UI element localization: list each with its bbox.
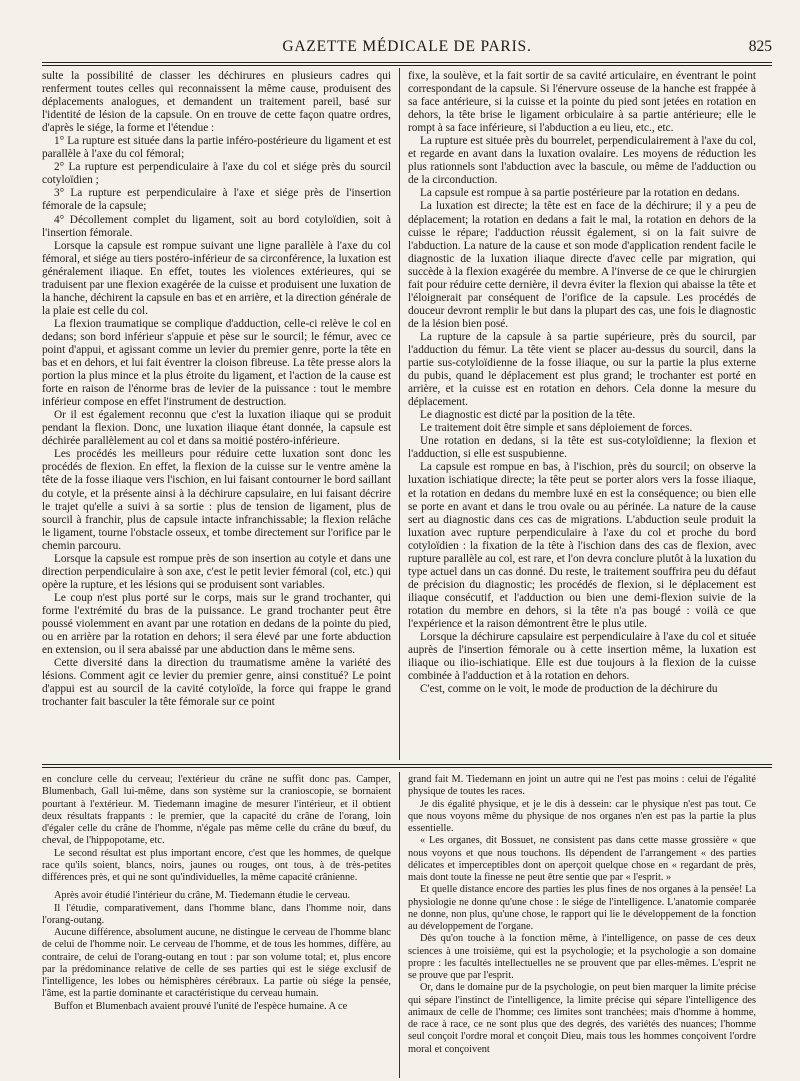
- paragraph: 2° La rupture est perpendiculaire à l'axe du col et siége près du sourcil cotyloïdien ;: [42, 161, 391, 187]
- paragraph: Lorsque la déchirure capsulaire est perpendiculaire à l'axe du col et située auprès de l'insertion fémorale ou à cette insertion même, la luxation est iliaque ou ilio-ischiatique. Elle est due toujours à la flexion de la cuisse combinée à l'adduction et à la rotation en dehors.: [408, 631, 756, 683]
- paragraph: en conclure celle du cerveau; l'extérieur du crâne ne suffit donc pas. Camper, Blumenbach, Gall lui-même, dans son système sur la cranioscopie, se bornaient pourtant à l'extérieur. M. Tiedemann imagine de mesurer l'intérieur, et il obtient deux résultats frappants : le premier, que la capacité du crâne de l'orang, loin d'égaler celle du crâne de l'homme, n'égale pas même celle du crâne du bœuf, du cheval, de l'hippopotame, etc.: [42, 774, 391, 847]
- paragraph: La flexion traumatique se complique d'adduction, celle-ci relève le col en dedans; son bord inférieur s'appuie et pèse sur le sourcil; le fémur, avec ce point d'appui, et agissant comme un levier du premier genre, porte la tête en bas et en dehors, et lui fait éventrer la cloison fibreuse. La tête presse alors la portion la plus mince et la plus étroite du ligament, et l'action de la cause est forte en raison de l'énorme bras de levier de la puissance : tout le membre inférieur compose en effet l'instrument de destruction.: [42, 317, 391, 409]
- paragraph: Or il est également reconnu que c'est la luxation iliaque qui se produit pendant la flexion. Donc, une luxation iliaque étant donnée, la capsule est déchirée parallèlement au col et dans sa moitié postéro-inférieure.: [42, 409, 391, 448]
- quotation: « Les organes, dit Bossuet, ne consistent pas dans cette masse grossière « que nous voyons et que nous touchons. Ils dépendent de l'arrangement « des parties délicates et imperceptibles dont on aperçoit quelque chose en « regardant de près, mais dont toute la finesse ne peut être sentie que par « l'esprit. »: [408, 835, 756, 883]
- page-number: 825: [748, 38, 772, 55]
- page-header: [42, 38, 772, 64]
- paragraph: Cette diversité dans la direction du traumatisme amène la variété des lésions. Comment agit ce levier du premier genre, ainsi constitué? Le point d'appui est au sourcil de la cavité cotyloïde, la force qui frappe le grand trochanter fait basculer la tête fémorale sur ce point: [42, 657, 391, 709]
- paragraph: Et quelle distance encore des parties les plus fines de nos organes à la pensée! La physiologie ne donne qu'une chose : le siége de l'intelligence. L'anatomie comparée ne donne, non plus, qu'une chose, le rapport qui lie le développement de la fonction au développement de l'organe.: [408, 884, 756, 932]
- column-divider: [399, 68, 400, 760]
- paragraph: 4° Décollement complet du ligament, soit au bord cotyloïdien, soit à l'insertion fémorale.: [42, 213, 391, 239]
- paragraph: La rupture de la capsule à sa partie supérieure, près du sourcil, par l'adduction du fémur. La tête vient se placer au-dessus du sourcil, dans la partie sus-cotyloïdienne de la fosse iliaque, ou sur la partie la plus externe du pubis, quand le déplacement est plus grand; le trochanter est porté en arrière, et la cuisse est en rotation en dehors. Cela donne la mesure du déplacement.: [408, 330, 756, 409]
- paragraph: Je dis égalité physique, et je le dis à dessein: car le physique n'est pas tout. Ce que nous voyons même du physique de nos organes n'en est pas la partie la plus essentielle.: [408, 798, 756, 834]
- paragraph: Lorsque la capsule est rompue près de son insertion au cotyle et dans une direction perpendiculaire à son axe, c'est le petit levier fémoral (col, etc.) qui opère la rupture, et les lésions qui se produisent sont variables.: [42, 552, 391, 591]
- paragraph: Il l'étudie, comparativement, dans l'homme blanc, dans l'homme noir, dans l'orang-outang.: [42, 902, 391, 926]
- paragraph: Les procédés les meilleurs pour réduire cette luxation sont donc les procédés de flexion. En effet, la flexion de la cuisse sur le ventre amène la tête de la fosse iliaque vers l'ischion, en lui faisant contourner le bord saillant du cotyle, et la présente ainsi à la déchirure capsulaire, en lui faisant décrire le trajet qu'elle a suivi à sa sortie : plus de tension de ligament, plus de sourcil à franchir, plus de capsule intacte infranchissable; la flexion relâche le ligament, tourne l'obstacle osseux, et tombe directement sur l'orifice par le chemin parcouru.: [42, 448, 391, 552]
- paragraph: Le coup n'est plus porté sur le corps, mais sur le grand trochanter, qui forme l'extrémité du bras de la puissance. Le grand trochanter peut être poussé violemment en avant par une rotation en dedans de la pointe du pied, ou en arrière par la rotation en dehors; il sera élevé par une forte abduction en extension, ou il sera abaissé par une abduction dans le même sens.: [42, 591, 391, 657]
- upper-right-column: [408, 70, 756, 758]
- feuilleton-right-column: [408, 774, 756, 1074]
- paragraph: Dès qu'on touche à la fonction même, à l'intelligence, on passe de ces deux sciences à une troisième, qui est la psychologie; et la psychologie a son domaine propre : les facultés intellectuelles ne se prouvent que par elles-mêmes. L'esprit ne se prouve que par l'esprit.: [408, 933, 756, 981]
- paragraph: C'est, comme on le voit, le mode de production de la déchirure du: [420, 683, 718, 696]
- header-rule-thin: [42, 65, 772, 66]
- upper-left-column: [42, 70, 391, 758]
- paragraph: La rupture est située près du bourrelet, perpendiculairement à l'axe du col, et regarde en avant dans la luxation ovalaire. Les moyens de réduction les plus rationnels sont l'abduction avec la bascule, ou même de l'adduction ou de la circonduction.: [408, 135, 756, 187]
- section-rule: [42, 764, 772, 765]
- paragraph: Buffon et Blumenbach avaient prouvé l'unité de l'espèce humaine. A ce: [54, 1000, 348, 1012]
- paragraph: La capsule est rompue en bas, à l'ischion, près du sourcil; on observe la luxation ischiatique directe; la tête peut se porter alors vers la fosse iliaque, et la rotation en dedans du membre luxé en est la conséquence; ou bien elle se porte en avant et dans le trou ovale ou au périnée. La nature de la cause sert au diagnostic dans ces cas de migrations. L'abduction seule produit la luxation avec rupture perpendiculaire à l'axe du col et proche du bord cotyloïdien : la fixation de la tête à l'ischion dans des cas de flexion, avec rupture parallèle au col, est rare, et l'on devra conclure plutôt à la luxation du type actuel dans un cas donné. Du reste, le traitement souffrira peu du défaut de précision du diagnostic; les procédés de flexion, si le déplacement est iliaque consécutif, et l'adduction ou bien une demi-flexion suivie de la rotation du membre en dehors, si la tête n'a pas bougé : voilà ce que l'expérience et la raison démontrent être le plus utile.: [408, 461, 756, 630]
- header-rule: [42, 62, 772, 63]
- column-divider: [399, 772, 400, 1078]
- paragraph: Lorsque la capsule est rompue suivant une ligne parallèle à l'axe du col fémoral, et siége au tiers postéro-inférieur de sa circonférence, la luxation est généralement iliaque. En effet, toutes les violences extérieures, qui se traduisent par une flexion exagérée de la cuisse et produisent une luxation de la hanche, déchirent la capsule en bas et en arrière, et la direction générale de la plaie est celle du col.: [42, 239, 391, 317]
- paragraph: 3° La rupture est perpendiculaire à l'axe et siége près de l'insertion fémorale de la capsule;: [42, 187, 391, 213]
- feuilleton-left-column: [42, 774, 391, 1074]
- paragraph: grand fait M. Tiedemann en joint un autre qui ne l'est pas moins : celui de l'égalité physique de toutes les races.: [408, 774, 756, 798]
- journal-title: GAZETTE MÉDICALE DE PARIS.: [282, 38, 532, 55]
- paragraph: Le second résultat est plus important encore, c'est que les hommes, de quelque race qu'ils soient, blancs, noirs, jaunes ou rouges, ont tous, à de très-petites différences près, et qui ne sont qu'individuelles, la même capacité crânienne.: [42, 847, 391, 883]
- paragraph: Le traitement doit être simple et sans déploiement de forces.: [420, 422, 693, 435]
- paragraph: 1° La rupture est située dans la partie inféro-postérieure du ligament et est parallèle à l'axe du col fémoral;: [42, 135, 391, 161]
- section-rule-thin: [42, 767, 772, 768]
- paragraph: Une rotation en dedans, si la tête est sus-cotyloïdienne; la flexion et l'adduction, si elle est suspubienne.: [408, 435, 756, 461]
- paragraph: Le diagnostic est dicté par la position de la tête.: [420, 409, 636, 422]
- paragraph: Aucune différence, absolument aucune, ne distingue le cerveau de l'homme blanc de celui de l'homme noir. Le cerveau de l'homme, et de tous les hommes, diffère, au contraire, de celui de l'orang-outang en tout : par son volume total; et, plus encore par la prédominance relative de celle de ses parties qui est le siége exclusif de l'intelligence, les lobes ou hémisphères cérébraux. La partie où siége la pensée, l'âme, est la partie dominante et caractéristique du cerveau humain.: [42, 927, 391, 1000]
- paragraph: La capsule est rompue à sa partie postérieure par la rotation en dedans.: [420, 187, 740, 200]
- paragraph: Après avoir étudié l'intérieur du crâne, M. Tiedemann étudie le cerveau.: [54, 890, 351, 902]
- paragraph: La luxation est directe; la tête est en face de la déchirure; il y a peu de déplacement; la rotation en dedans a fait le mal, la rotation en dehors de la cuisse le répare; l'adduction réussit également, si on la fait suivre de l'abduction. La nature de la cause et son mode d'application rendent facile le diagnostic de la luxation iliaque directe d'avec celle par migration, qui succède à la flexion exagérée du membre. A l'inverse de ce que le chirurgien fait pour réduire cette dernière, il devra éviter la flexion qui abaisse la tête et l'éloignerait par conséquent de l'orifice de la capsule. Les procédés de douceur devront remplir le but dans la plupart des cas, une fois le diagnostic de la lésion bien posé.: [408, 200, 756, 330]
- paragraph: fixe, la soulève, et la fait sortir de sa cavité articulaire, en éventrant le point correspondant de la capsule. Si l'énervure osseuse de la hanche est frappée à sa face antérieure, si la cuisse et la pointe du pied sont jetées en rotation en dehors, la tête brise le ligament orbiculaire à sa partie antérieure; elle le rompt à sa face inférieure, si l'abduction a eu lieu, etc., etc.: [408, 70, 756, 135]
- paragraph: Or, dans le domaine pur de la psychologie, on peut bien marquer la limite précise qui sépare l'instinct de l'intelligence, la limite précise qui sépare l'intelligence des animaux de celle de l'homme; ces limites sont tranchées; mais d'homme à homme, de race à race, ce ne sont plus que des degrés, des variétés des nuances; l'homme seul conçoit l'ordre moral et conçoit Dieu, mais tous les hommes conçoivent l'ordre moral et conçoivent: [408, 982, 756, 1055]
- paragraph: sulte la possibilité de classer les déchirures en plusieurs cadres qui renferment toutes celles qui reconnaissent la même cause, produisent des déplacements analogues, et demandent un traitement pareil, basé sur l'identité de lésion de la capsule. On en trouve de cette façon quatre ordres, d'après le siége, la forme et l'étendue :: [42, 70, 391, 135]
